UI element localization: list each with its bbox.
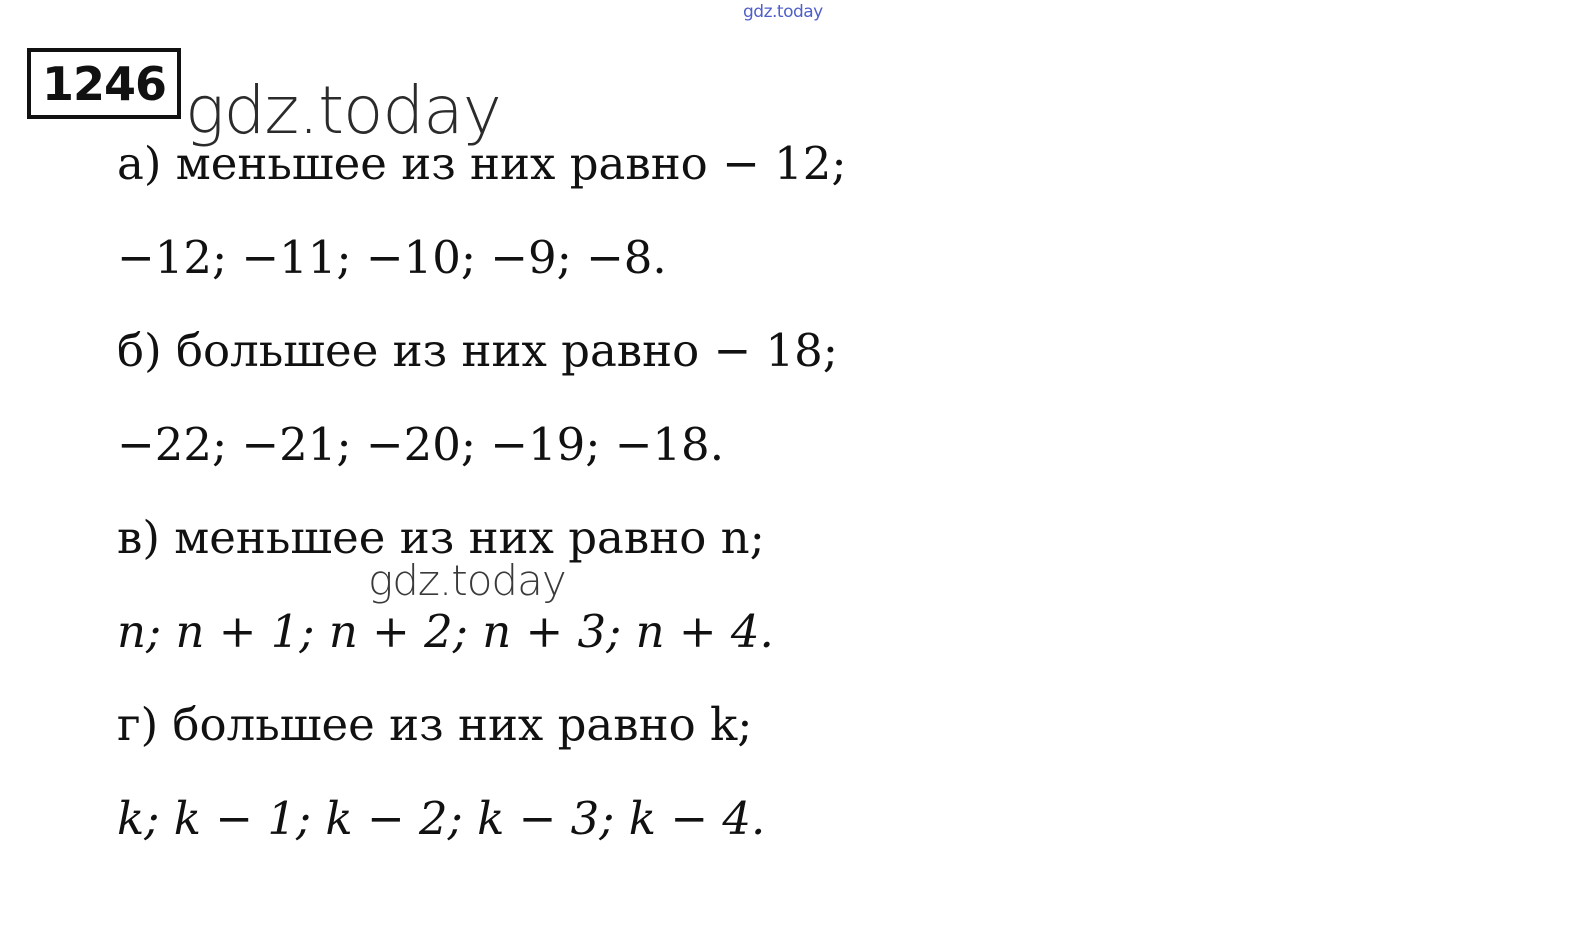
answer-a-sequence: −12; −11; −10; −9; −8.: [117, 231, 667, 284]
answer-b-statement: б) большее из них равно − 18;: [117, 324, 838, 377]
top-watermark: gdz.today: [743, 2, 823, 22]
answer-a-statement: а) меньшее из них равно − 12;: [117, 137, 847, 190]
answer-g-statement: г) большее из них равно k;: [117, 698, 753, 751]
watermark-mid: gdz.today: [368, 556, 566, 605]
answer-g-sequence: k; k − 1; k − 2; k − 3; k − 4.: [117, 792, 766, 845]
answer-b-sequence: −22; −21; −20; −19; −18.: [117, 418, 724, 471]
watermark-main: gdz.today: [185, 72, 501, 149]
answer-v-statement: в) меньшее из них равно n;: [117, 511, 765, 564]
answer-v-sequence: n; n + 1; n + 2; n + 3; n + 4.: [117, 605, 774, 658]
problem-number: 1246: [27, 48, 181, 119]
